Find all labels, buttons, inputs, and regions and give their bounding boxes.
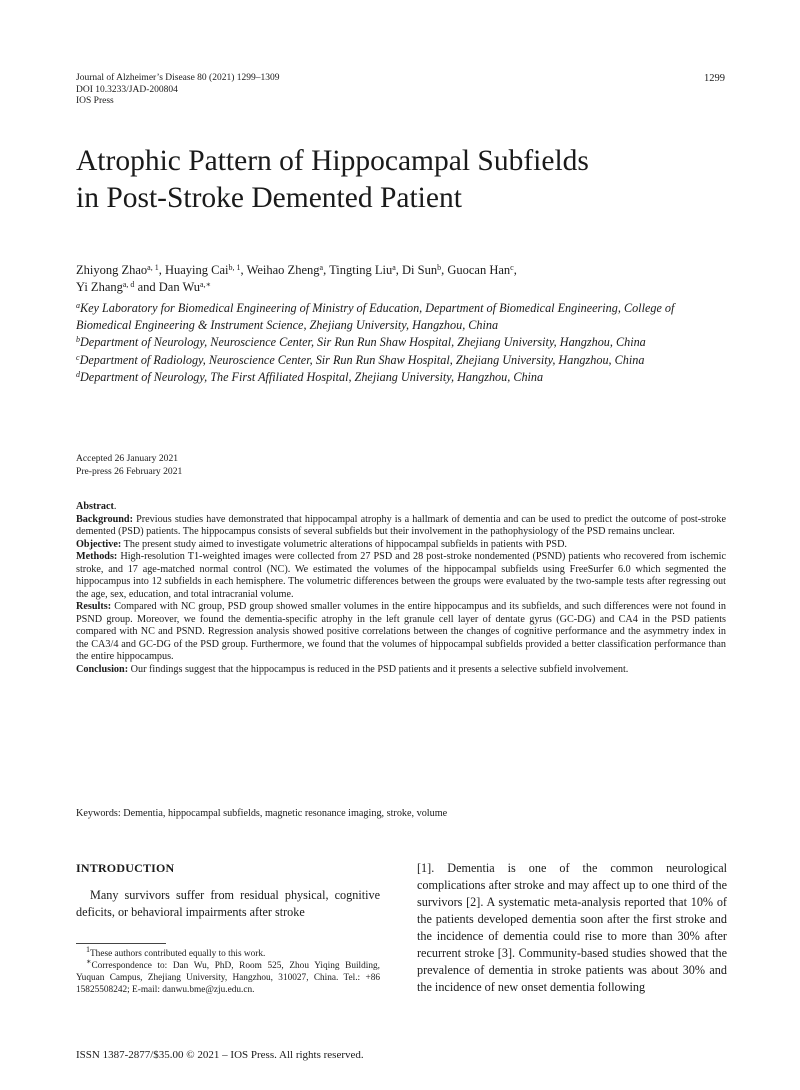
issn-copyright: ISSN 1387-2877/$35.00 © 2021 – IOS Press. All rights reserved.	[76, 1049, 364, 1061]
abstract-results: Results: Compared with NC group, PSD group showed smaller volumes in the entire hippocampus and its subfields, and such differences were not found in PSND group. Moreover, we found the dementia-specific atrophy in the left granule cell layer of dentate gyrus (GC-DG) and CA4 in the PSD patients compared with NC and PSND. Regression analysis showed positive correlations between the changes of cognitive performance and the asymmetry index in the CA3/4 and GC-DG of the PSD group. Furthermore, we found that the volumes of hippocampal subfields provided a better classification performance than the entire hippocampus.	[76, 601, 726, 662]
author: Huaying Cai$^{b, 1}$,	[164, 263, 247, 277]
affiliation: $^b$Department of Neurology, Neuroscience Center, Sir Run Run Shaw Hospital, Zhejiang University, Hangzhou, China	[76, 335, 646, 350]
body-column-right	[417, 860, 727, 996]
footnotes	[76, 945, 380, 996]
footnote-correspondence: ∗Correspondence to: Dan Wu, PhD, Room 525, Zhou Yiqing Building, Yuquan Campus, Zhejiang University, Hangzhou, 310027, China. Tel.: +86 15825508242; E-mail: danwu.bme@zju.edu.cn.	[76, 957, 380, 995]
body-paragraph: [1]. Dementia is one of the common neurological complications after stroke and may affect up to one third of the survivors [2]. A systematic meta-analysis reported that 10% of the patients developed dementia soon after the first stroke and the incidence of dementia could rise to more than 30% after recurrent stroke [3]. Community-based studies showed that the prevalence of dementia in stroke patients was about 30% and the incidence of new onset dementia following	[417, 861, 727, 994]
title-line-2: in Post-Stroke Demented Patient	[76, 182, 462, 214]
publisher-name: IOS Press	[76, 96, 114, 106]
doi-line: DOI 10.3233/JAD-200804	[76, 84, 178, 95]
footnote-equal-contribution: $^1$These authors contributed equally to this work.	[86, 945, 266, 959]
author: Tingting Liu$^a$,	[329, 263, 403, 277]
abstract	[76, 501, 726, 676]
abstract-methods: Methods: High-resolution T1-weighted images were collected from 27 PSD and 28 post-stroke nondemented (PSND) patients who recovered from ischemic stroke, and 17 age-matched normal control (NC). We estimated the volumes of the hippocampal subfields using FreeSurfer 6.0 which segmented the hippocampus into 12 subfields in each hemisphere. The volumetric differences between the groups were evaluated by the two-sample tests after regressing out the age, sex, education, and total intracranial volume.	[76, 551, 726, 600]
affiliation: $^d$Department of Neurology, The First Affiliated Hospital, Zhejiang University, Hangzhou, China	[76, 369, 544, 384]
body-column-left	[76, 887, 380, 921]
author-list	[76, 262, 736, 296]
prepress-date: Pre-press 26 February 2021	[76, 466, 183, 477]
footnote-divider	[76, 943, 166, 944]
affiliation: $^c$Department of Radiology, Neuroscience Center, Sir Run Run Shaw Hospital, Zhejiang University, Hangzhou, China	[76, 352, 645, 367]
publication-dates	[76, 452, 182, 478]
abstract-heading: Abstract.	[76, 501, 117, 512]
journal-header	[76, 73, 280, 108]
accepted-date: Accepted 26 January 2021	[76, 453, 179, 464]
abstract-objective: Objective: The present study aimed to investigate volumetric alterations of hippocampal subfields in patients with PSD.	[76, 538, 567, 550]
author: Zhiyong Zhao$^{a, 1}$,	[76, 263, 165, 277]
page-number: 1299	[704, 73, 725, 84]
author: Yi Zhang$^{a, d}$ and	[76, 280, 159, 294]
keywords: Keywords: Dementia, hippocampal subfields, magnetic resonance imaging, stroke, volume	[76, 808, 448, 819]
abstract-background: Background: Previous studies have demonstrated that hippocampal atrophy is a hallmark of dementia and can be used to predict the outcome of post-stroke demented (PSD) patients. The hippocampus consists of several subfields but their involvement in the pathophysiology of the PSD remains unclear.	[76, 513, 726, 537]
body-paragraph: Many survivors suffer from residual physical, cognitive deficits, or behavioral impairments after stroke	[76, 888, 380, 919]
section-heading-introduction: INTRODUCTION	[76, 861, 175, 875]
affiliation: $^a$Key Laboratory for Biomedical Engineering of Ministry of Education, Department of Biomedical Engineering, College of Biomedical Engineering & Instrument Science, Zhejiang University, Hangzhou, China	[76, 301, 675, 333]
author: Di Sun$^b$,	[402, 263, 448, 277]
author: Dan $Wu^{a,∗}$	[158, 280, 212, 294]
title-line-1: Atrophic Pattern of Hippocampal Subfields	[76, 145, 589, 177]
paper-title	[76, 143, 736, 217]
author: Weihao Zheng$^a$,	[246, 263, 330, 277]
abstract-conclusion: Conclusion: Our findings suggest that the hippocampus is reduced in the PSD patients and it presents a selective subfield involvement.	[76, 663, 629, 675]
journal-citation: Journal of Alzheimer’s Disease 80 (2021) 1299–1309	[76, 73, 280, 83]
author: Guocan Han$^c$,	[447, 263, 517, 277]
affiliations	[76, 300, 728, 386]
